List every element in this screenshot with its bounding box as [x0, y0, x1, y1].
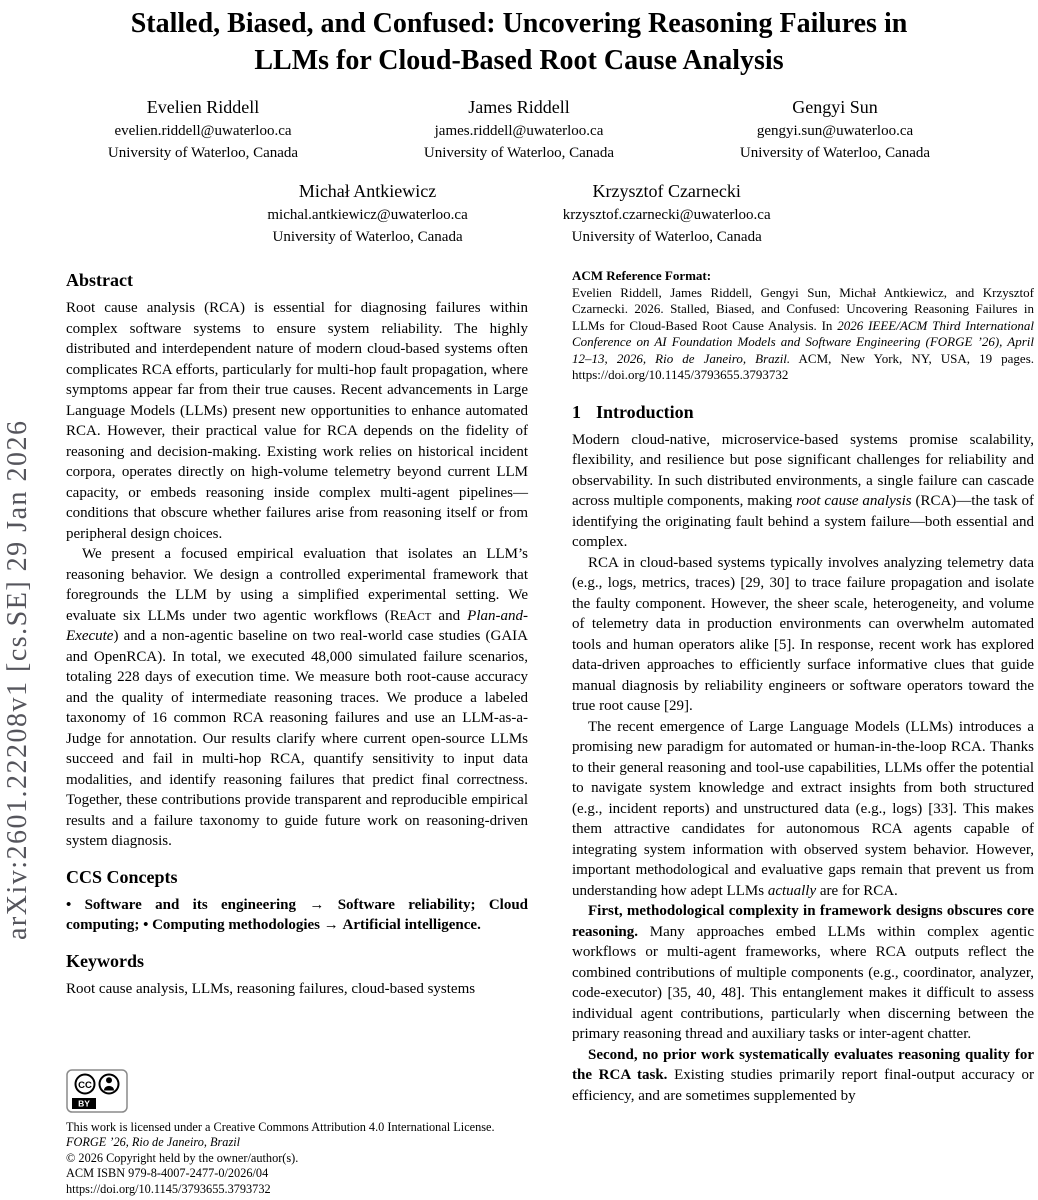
section-number: 1: [572, 401, 581, 422]
ccs-concepts-heading: CCS Concepts: [66, 866, 178, 887]
license-statement: This work is licensed under a Creative Commons Attribution 4.0 International License.: [66, 1119, 495, 1134]
arxiv-watermark: arXiv:2601.22208v1 [cs.SE] 29 Jan 2026: [2, 419, 33, 940]
cc-by-license-icon: [66, 1069, 128, 1113]
doi-link[interactable]: https://doi.org/10.1145/3793655.3793732: [66, 1181, 271, 1196]
left-column: [66, 268, 528, 1106]
section-title: Introduction: [596, 401, 694, 422]
author-name: Evelien Riddell: [146, 97, 260, 117]
keywords-text: Root cause analysis, LLMs, reasoning failures, cloud-based systems: [66, 980, 476, 997]
conference-venue: FORGE ’26, Rio de Janeiro, Brazil: [66, 1135, 241, 1150]
abstract-paragraph-2: We present a focused empirical evaluation that isolates an LLM’s reasoning behavior. We design a controlled experimental framework that foregrounds the LLM by using a simplified experimental setting. We evaluate six LLMs under two agentic workflows (ReAct and Plan-and-Execute) and a non-agentic baseline on two real-world case studies (GAIA and OpenRCA). In total, we executed 48,000 simulated failure scenarios, totaling 228 days of execution time. We measure both root-cause accuracy and the quality of intermediate reasoning traces. We produce a labeled taxonomy of 16 common RCA reasoning failures and use an LLM-as-a-Judge for annotation. Our results clarify where current open-source LLMs succeed and fail in multi-hop RCA, quantify sensitivity to input data modalities, and identify reasoning failures that predict final correctness. Together, these contributions provide transparent and reproducible empirical results and a failure taxonomy to guide future work on reasoning-driven system diagnosis.: [66, 546, 528, 849]
author-affiliation: University of Waterloo, Canada: [571, 229, 762, 245]
svg-text:CC: CC: [78, 1079, 92, 1091]
author-affiliation: University of Waterloo, Canada: [423, 145, 615, 161]
author-block: [677, 94, 993, 164]
ccs-concepts-text: • Software and its engineering → Software reliability; Cloud computing; • Computing methodologies → Artificial intelligence.: [66, 896, 528, 933]
author-block: [267, 178, 467, 248]
acm-isbn: ACM ISBN 979-8-4007-2477-0/2026/04: [66, 1166, 269, 1181]
authors-row-2: [0, 178, 1038, 248]
paper-header: [0, 0, 1038, 248]
author-affiliation: University of Waterloo, Canada: [107, 145, 299, 161]
author-name: Krzysztof Czarnecki: [592, 181, 741, 201]
paper-title-line-2: LLMs for Cloud-Based Root Cause Analysis: [254, 45, 784, 76]
author-email: krzysztof.czarnecki@uwaterloo.ca: [562, 207, 771, 223]
author-name: Gengyi Sun: [792, 97, 878, 117]
author-email: gengyi.sun@uwaterloo.ca: [756, 123, 914, 139]
author-email: james.riddell@uwaterloo.ca: [434, 123, 604, 139]
introduction-paragraph-4: First, methodological complexity in framework designs obscures core reasoning. Many approaches embed LLMs within complex agentic workflows or multi-agent frameworks, where RCA outputs reflect the combined contributions of multiple components (e.g., coordinator, analyzer, code-executor) [35, 40, 48]. This entanglement makes it difficult to assess individual agent contributions, particularly when discerning between the primary reasoning thread and auxiliary tasks or inter-agent chatter.: [572, 903, 1034, 1042]
introduction-paragraph-1: Modern cloud-native, microservice-based systems promise scalability, flexibility, and resilience but pose significant challenges for reliability and observability. In such distributed environments, a single failure can cascade across multiple components, making root cause analysis (RCA)—the task of identifying the originating fault behind a system failure—both essential and complex.: [572, 431, 1034, 550]
introduction-paragraph-2: RCA in cloud-based systems typically involves analyzing telemetry data (e.g., logs, metrics, traces) [29, 30] to trace failure propagation and isolate the faulty component. However, the sheer scale, heterogeneity, and volume of telemetry data in production environments can overwhelm automated tools and human operators alike [5]. In response, recent work has explored data-driven approaches to efficiently surface informative clues that guide manual diagnosis by reliability engineers or software operators toward the true root cause [29].: [572, 554, 1034, 714]
author-name: James Riddell: [468, 97, 570, 117]
right-column: [572, 268, 1034, 1106]
author-affiliation: University of Waterloo, Canada: [272, 229, 463, 245]
acm-reference-text: Evelien Riddell, James Riddell, Gengyi Sun, Michał Antkiewicz, and Krzysztof Czarnecki. 2026. Stalled, Biased, and Confused: Uncovering Reasoning Failures in LLMs for Cloud-Based Root Cause Analysis. In 2026 IEEE/ACM Third International Conference on AI Foundation Models and Software Engineering (FORGE ’26), April 12–13, 2026, Rio de Janeiro, Brazil. ACM, New York, NY, USA, 19 pages. https://doi.org/10.1145/3793655.3793732: [572, 284, 1034, 382]
keywords-heading: Keywords: [66, 950, 144, 971]
author-email: michal.antkiewicz@uwaterloo.ca: [267, 207, 468, 223]
author-block: [45, 94, 361, 164]
author-affiliation: University of Waterloo, Canada: [739, 145, 931, 161]
paper-title: [0, 5, 1038, 79]
abstract-heading: Abstract: [66, 270, 133, 290]
abstract-paragraph-1: Root cause analysis (RCA) is essential for diagnosing failures within complex software systems to ensure system reliability. The highly distributed and interdependent nature of modern cloud-based systems often complicates RCA efforts, particularly for multi-hop fault propagation, where symptoms appear far from their true causes. Recent advancements in Large Language Models (LLMs) present new opportunities to enhance automated RCA. However, their practical value for RCA depends on the fidelity of reasoning and decision-making. Existing work relies on historical incident corpora, operates directly on high-volume telemetry beyond current LLM capacity, or embeds reasoning inside complex multi-agent pipelines—conditions that obscure whether failures arise from reasoning itself or from peripheral design choices.: [66, 300, 528, 542]
introduction-paragraph-5: Second, no prior work systematically evaluates reasoning quality for the RCA task. Existing studies primarily report final-output accuracy or efficiency, and are sometimes supplemented by: [572, 1046, 1035, 1104]
license-block: [66, 1069, 532, 1197]
author-email: evelien.riddell@uwaterloo.ca: [114, 123, 292, 139]
author-block: [563, 178, 771, 248]
acm-reference-block: [572, 268, 1034, 384]
authors-row-1: [0, 94, 1038, 164]
introduction-paragraph-3: The recent emergence of Large Language Models (LLMs) introduces a promising new paradigm for automated or human-in-the-loop RCA. Thanks to their general reasoning and tool-use capabilities, LLMs offer the potential to navigate system knowledge and extract insights from both structured (e.g., incident reports) and unstructured data (e.g., logs) [33]. This makes them attractive candidates for autonomous RCA agents capable of integrating system information with observed system behavior. However, important methodological and evaluative gaps remain that prevent us from understanding how adept LLMs actually are for RCA.: [572, 718, 1034, 899]
svg-text:BY: BY: [78, 1098, 90, 1109]
author-name: Michał Antkiewicz: [298, 181, 437, 201]
paper-title-line-1: Stalled, Biased, and Confused: Uncovering Reasoning Failures in: [130, 8, 908, 39]
acm-reference-heading: ACM Reference Format:: [572, 268, 712, 283]
introduction-heading: [572, 401, 1034, 423]
two-column-body: [0, 268, 1038, 1106]
author-block: [361, 94, 677, 164]
copyright-notice: © 2026 Copyright held by the owner/author(s).: [66, 1150, 299, 1165]
